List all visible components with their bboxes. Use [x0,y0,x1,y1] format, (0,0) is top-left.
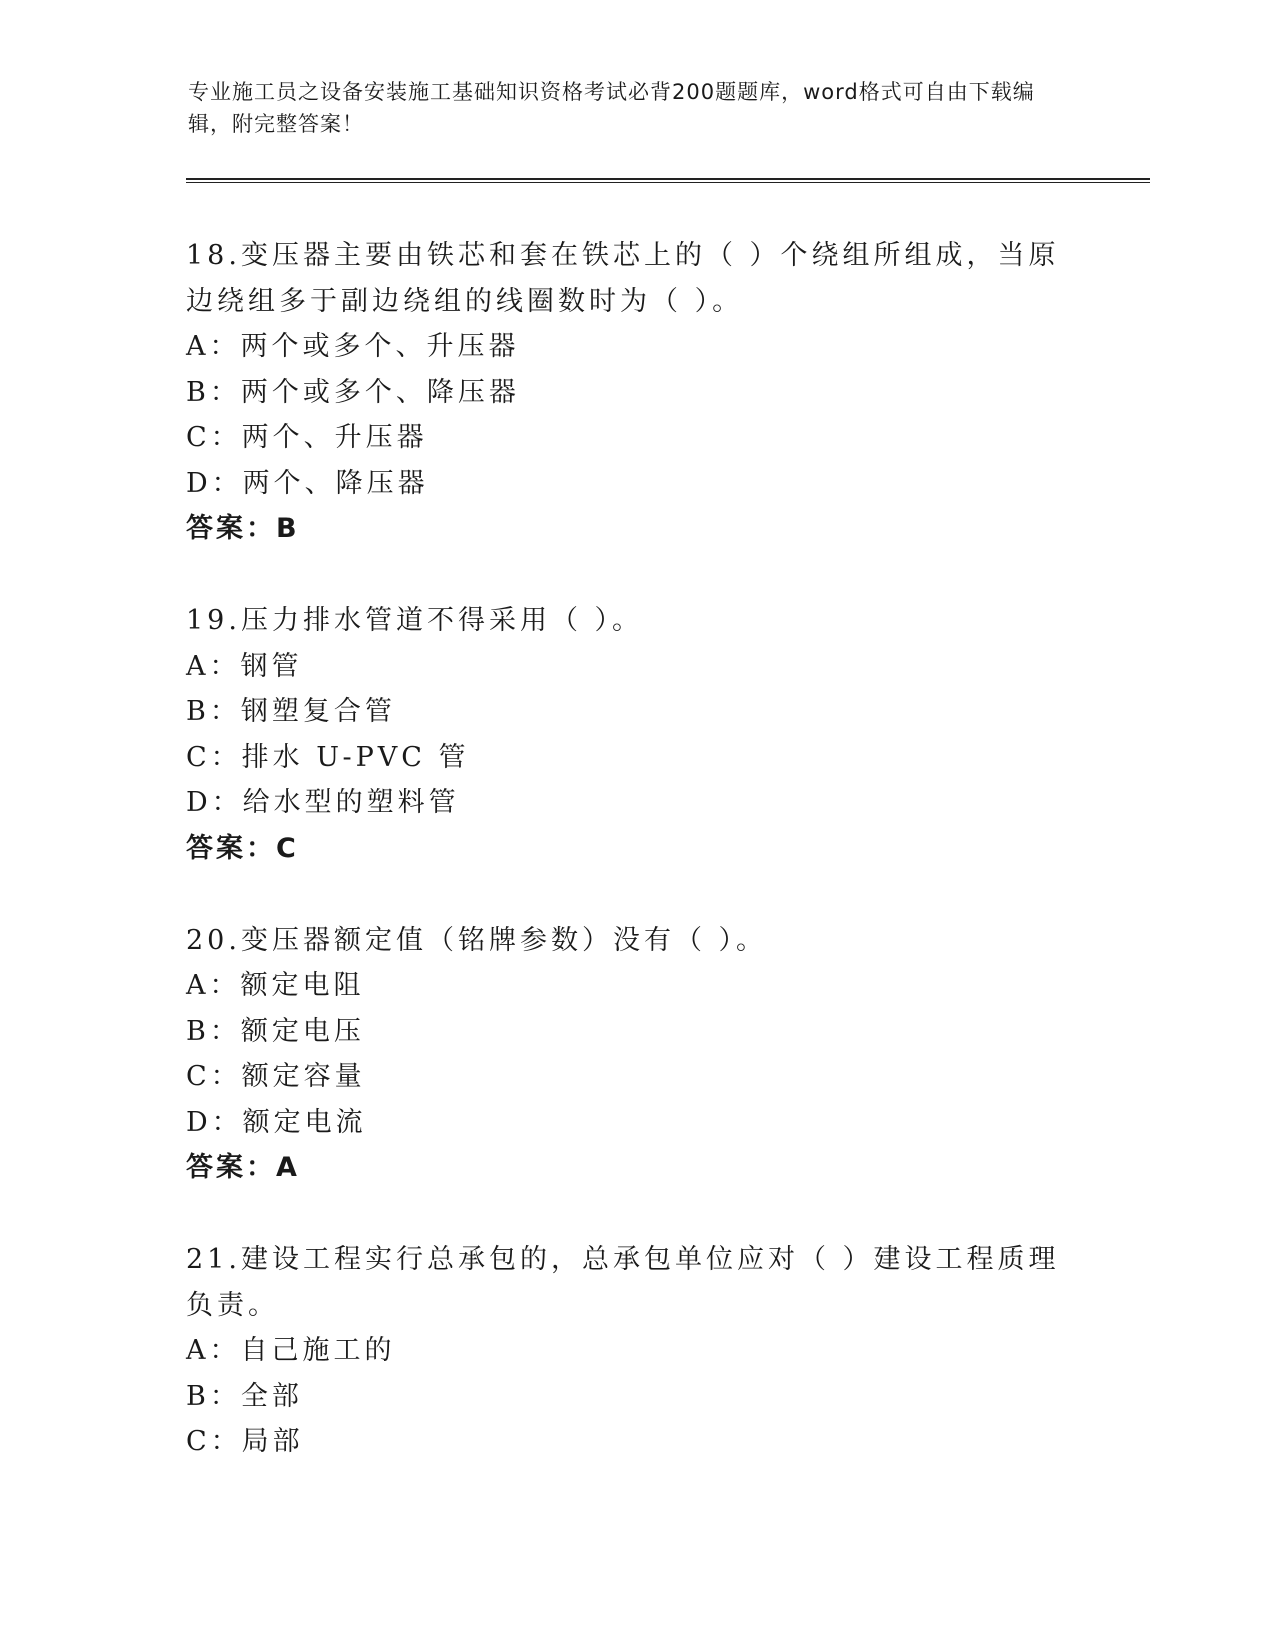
header-divider-thick [186,178,1150,180]
option-d: D：额定电流 [186,1106,367,1138]
option-c: C：排水 U-PVC 管 [186,741,470,773]
option-a: A：额定电阻 [186,970,365,1001]
option-a: A：自己施工的 [186,1335,396,1366]
option-c: C：局部 [186,1426,304,1457]
question-21 [186,1237,1066,1465]
option-c: C：两个、升压器 [186,422,428,453]
option-b: B：全部 [186,1380,303,1412]
option-a: A：两个或多个、升压器 [186,331,520,362]
question-stem: 19.压力排水管道不得采用（ ）。 [186,605,644,636]
answer-label: 答案：C [186,832,299,864]
question-18 [186,233,1066,552]
question-list [186,233,1066,1511]
answer-label: 答案：A [186,1152,300,1183]
question-stem: 18.变压器主要由铁芯和套在铁芯上的（ ）个绕组所组成，当原边绕组多于副边绕组的线圈数时为（ ）。 [186,240,1060,317]
question-19 [186,598,1066,872]
option-c: C：额定容量 [186,1061,366,1092]
option-d: D：两个、降压器 [186,467,429,499]
option-a: A：钢管 [186,650,303,682]
answer-label: 答案：B [186,513,300,544]
document-header-title: 专业施工员之设备安装施工基础知识资格考试必背200题题库，word格式可自由下载编辑，附完整答案！ [188,80,1035,136]
option-b: B：两个或多个、降压器 [186,376,520,408]
option-b: B：钢塑复合管 [186,696,396,727]
question-20 [186,918,1066,1192]
question-stem: 21.建设工程实行总承包的，总承包单位应对（ ）建设工程质理负责。 [186,1244,1060,1321]
header-divider-thin [186,182,1150,183]
option-d: D：给水型的塑料管 [186,787,460,818]
question-stem: 20.变压器额定值（铭牌参数）没有（ ）。 [186,924,768,956]
option-b: B：额定电压 [186,1015,365,1047]
